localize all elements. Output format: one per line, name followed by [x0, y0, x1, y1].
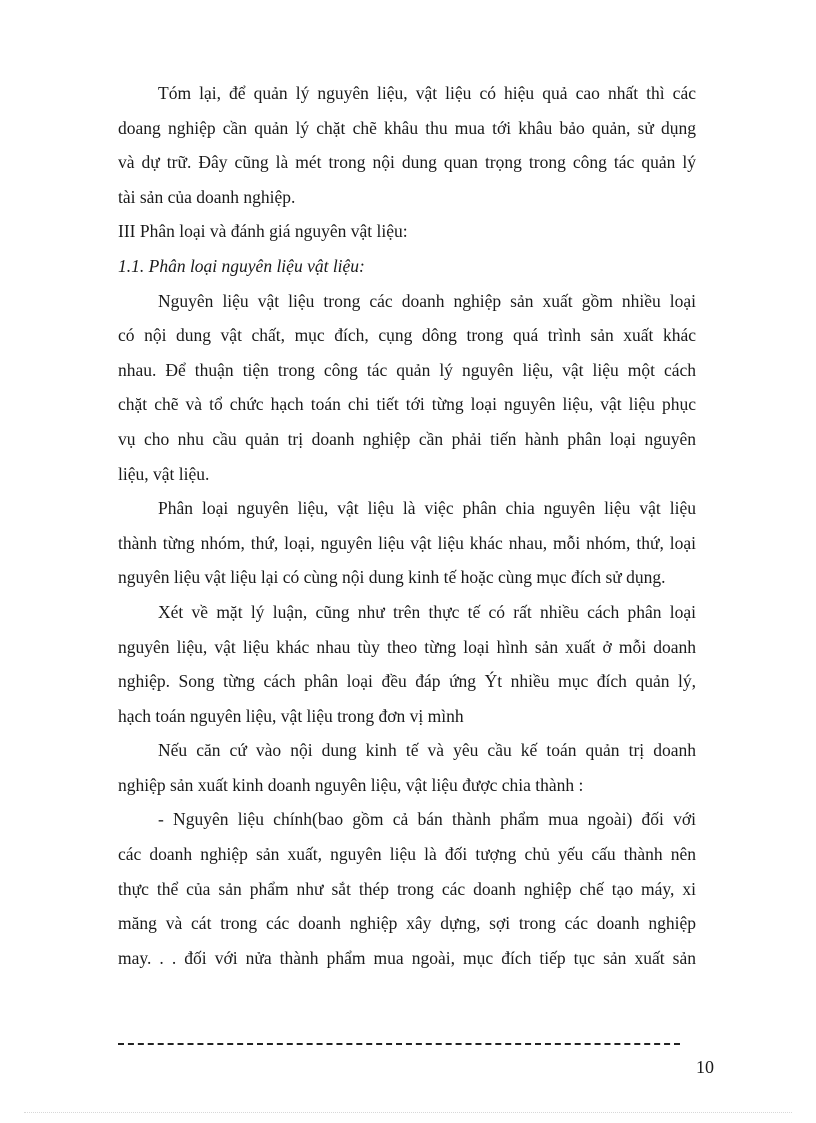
paragraph-line: nguyên liệu, vật liệu khác nhau tùy theo từng loại hình sản xuất ở mỗi doanh	[118, 636, 696, 657]
paragraph-line: nhau. Để thuận tiện trong công tác quản lý nguyên liệu, vật liệu một cách	[118, 359, 696, 380]
paragraph-line: nguyên liệu vật liệu lại có cùng nội dung kinh tế hoặc cùng mục đích sử dụng.	[118, 567, 666, 588]
body-text	[118, 76, 696, 975]
paragraph-line: Nguyên liệu vật liệu trong các doanh nghiệp sản xuất gồm nhiều loại	[158, 290, 696, 311]
paragraph-line: liệu, vật liệu.	[118, 463, 210, 484]
paragraph-line: và dự trữ. Đây cũng là mét trong nội dung quan trọng trong công tác quản lý	[118, 152, 696, 173]
paragraph-line: chặt chẽ và tổ chức hạch toán chi tiết tới từng loại nguyên liệu, vật liệu phục	[118, 394, 696, 415]
paragraph-line: thực thể của sản phẩm như sắt thép trong các doanh nghiệp chế tạo máy, xi	[118, 878, 696, 899]
page-edge-divider	[24, 1112, 792, 1113]
subsection-heading: 1.1. Phân loại nguyên liệu vật liệu:	[118, 255, 365, 276]
page-number: 10	[696, 1057, 714, 1077]
footer-divider	[118, 1043, 680, 1045]
paragraph-line: Xét về mặt lý luận, cũng như trên thực tế có rất nhiều cách phân loại	[158, 601, 696, 622]
paragraph-line: nghiệp sản xuất kinh doanh nguyên liệu, vật liệu được chia thành :	[118, 774, 584, 795]
paragraph-line: có nội dung vật chất, mục đích, cụng dông trong quá trình sản xuất khác	[118, 325, 696, 346]
paragraph-line: hạch toán nguyên liệu, vật liệu trong đơn vị mình	[118, 705, 464, 726]
paragraph-line: thành từng nhóm, thứ, loại, nguyên liệu vật liệu khác nhau, mỗi nhóm, thứ, loại	[118, 532, 696, 553]
paragraph-line: may. . . đối với nửa thành phẩm mua ngoài, mục đích tiếp tục sản xuất sản	[118, 947, 696, 968]
paragraph-line: - Nguyên liệu chính(bao gồm cả bán thành phẩm mua ngoài) đối với	[158, 809, 696, 830]
paragraph-line: vụ cho nhu cầu quản trị doanh nghiệp cần phải tiến hành phân loại nguyên	[118, 428, 696, 449]
paragraph-line: Nếu căn cứ vào nội dung kinh tế và yêu cầu kế toán quản trị doanh	[158, 740, 696, 761]
paragraph-line: Phân loại nguyên liệu, vật liệu là việc phân chia nguyên liệu vật liệu	[158, 498, 696, 519]
paragraph-line: các doanh nghiệp sản xuất, nguyên liệu là đối tượng chủ yếu cấu thành nên	[118, 844, 696, 865]
paragraph-line: nghiệp. Song từng cách phân loại đều đáp ứng Ýt nhiều mục đích quản lý,	[118, 671, 696, 692]
paragraph-line: tài sản của doanh nghiệp.	[118, 186, 296, 207]
paragraph-line: măng và cát trong các doanh nghiệp xây dựng, sợi trong các doanh nghiệp	[118, 913, 696, 934]
paragraph-line: Tóm lại, để quản lý nguyên liệu, vật liệu có hiệu quả cao nhất thì các	[158, 83, 696, 103]
section-heading: III Phân loại và đánh giá nguyên vật liệu:	[118, 221, 408, 242]
paragraph-line: doang nghiệp cần quản lý chặt chẽ khâu thu mua tới khâu bảo quản, sử dụng	[118, 117, 696, 138]
